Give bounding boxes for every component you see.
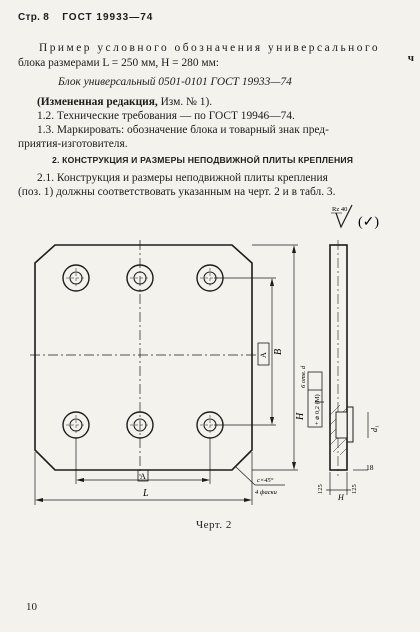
figure-caption: Черт. 2 (196, 519, 232, 531)
example-line-1: Пример условного обозначения универсального (39, 42, 381, 54)
clause-2-1-line-1: 2.1. Конструкция и размеры неподвижной плиты крепления (37, 172, 328, 184)
section-title: 2. КОНСТРУКЦИЯ И РАЗМЕРЫ НЕПОДВИЖНОЙ ПЛИТЫ КРЕПЛЕНИЯ (52, 155, 354, 165)
label-18: 18 (366, 463, 374, 472)
label-125-left: 125 (317, 484, 324, 494)
chamfer-note: 4 фаски (255, 489, 277, 496)
label-A-side: A (259, 352, 268, 358)
roughness-value: Rz 40 (332, 206, 348, 213)
clause-1-3-line-1: 1.3. Маркировать: обозначение блока и товарный знак пред- (37, 124, 329, 136)
label-H: H (295, 412, 306, 420)
label-125-right: 125 (351, 484, 358, 494)
margin-mark: ч (407, 52, 414, 64)
label-A-bottom: A (140, 472, 146, 481)
clause-1-3-line-2: приятия-изготовителя. (18, 138, 128, 150)
designation-example: Блок универсальный 0501-0101 ГОСТ 19933—74 (58, 76, 292, 88)
standard-number: ГОСТ 19933—74 (62, 12, 154, 23)
label-H-side: H (338, 493, 344, 502)
clause-1-2: 1.2. Технические требования — по ГОСТ 19946—74. (37, 110, 295, 122)
chamfer-label: c×45° (257, 477, 274, 484)
page-number: 10 (26, 601, 37, 613)
example-line-2: блока размерами L = 250 мм, H = 280 мм: (18, 57, 219, 69)
clause-2-1-line-2: (поз. 1) должны соответствовать указанным на черт. 2 и в табл. 3. (18, 186, 336, 198)
tolerance-holes: 6 отв. d (300, 365, 307, 388)
tolerance-value: + ⌀ 0,2 (M) (314, 394, 321, 425)
label-L: L (143, 488, 149, 499)
roughness-tick: (✓) (358, 215, 380, 230)
amendment-label: (Измененная редакция, (37, 96, 158, 108)
amendment-ref: Изм. № 1). (157, 96, 213, 108)
side-view (330, 240, 353, 476)
label-B: B (273, 348, 284, 355)
page-label: Стр. 8 (18, 12, 50, 23)
plate-outline (35, 245, 252, 470)
label-d1: d₁ (370, 425, 379, 432)
